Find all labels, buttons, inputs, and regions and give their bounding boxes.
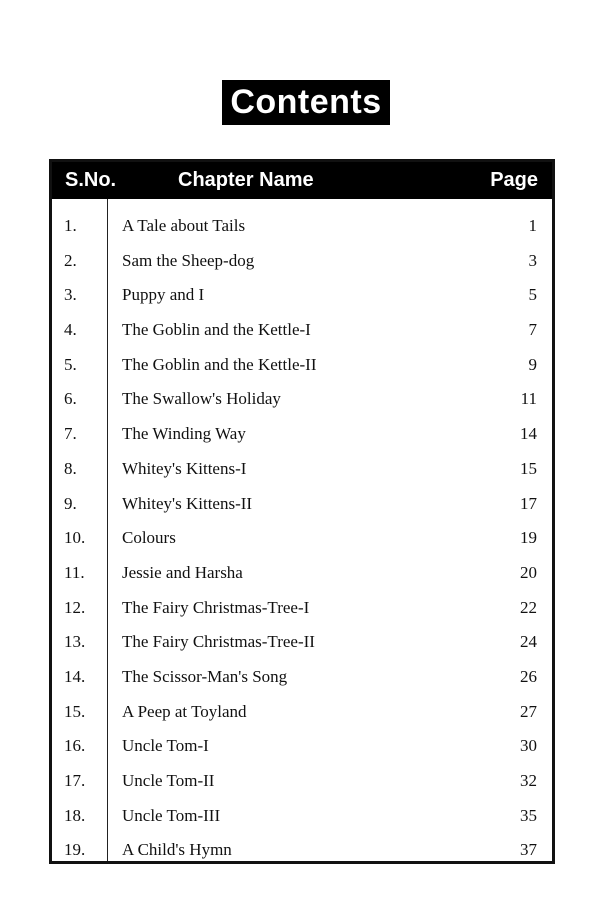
table-row	[52, 764, 552, 799]
chapter-page: 17	[520, 493, 537, 513]
chapter-page: 26	[520, 666, 537, 686]
chapter-page: 35	[520, 805, 537, 825]
chapter-page: 30	[520, 736, 537, 756]
table-row	[52, 591, 552, 626]
table-body	[52, 209, 552, 868]
table-row	[52, 729, 552, 764]
table-row	[52, 833, 552, 868]
table-row	[52, 452, 552, 487]
contents-table	[49, 159, 555, 864]
chapter-number: 8.	[64, 458, 77, 478]
chapter-page: 24	[520, 632, 537, 652]
table-row	[52, 799, 552, 834]
chapter-name: The Goblin and the Kettle-II	[122, 354, 317, 374]
table-row	[52, 521, 552, 556]
table-row	[52, 417, 552, 452]
chapter-page: 15	[520, 458, 537, 478]
chapter-number: 5.	[64, 354, 77, 374]
chapter-number: 7.	[64, 424, 77, 444]
table-row	[52, 556, 552, 591]
chapter-name: A Tale about Tails	[122, 216, 246, 235]
chapter-number: 3.	[64, 285, 77, 305]
table-row	[52, 244, 552, 279]
chapter-number: 13.	[64, 632, 86, 652]
chapter-page: 22	[520, 597, 537, 617]
chapter-name: Whitey's Kittens-I	[122, 458, 247, 478]
chapter-page: 5	[528, 285, 537, 305]
table-header	[52, 162, 552, 199]
table-row	[52, 382, 552, 417]
chapter-number: 4.	[64, 320, 77, 340]
chapter-number: 10.	[64, 528, 86, 548]
chapter-number: 12.	[64, 597, 86, 617]
table-row	[52, 348, 552, 383]
chapter-number: 11.	[64, 562, 85, 582]
chapter-number: 2.	[64, 250, 77, 270]
chapter-name: The Scissor-Man's Song	[122, 666, 288, 686]
page-title: Contents	[222, 80, 390, 125]
chapter-page: 19	[520, 528, 537, 548]
chapter-number: 16.	[64, 736, 86, 756]
header-sno: S.No.	[65, 169, 117, 191]
chapter-page: 9	[528, 354, 537, 374]
header-chapter-name: Chapter Name	[178, 169, 314, 191]
chapter-page: 27	[520, 701, 537, 721]
chapter-number: 6.	[64, 389, 77, 409]
table-row	[52, 625, 552, 660]
chapter-name: Uncle Tom-III	[122, 805, 221, 825]
chapter-number: 15.	[64, 701, 86, 721]
chapter-page: 14	[520, 424, 537, 444]
chapter-name: The Fairy Christmas-Tree-II	[122, 632, 315, 652]
chapter-page: 1	[528, 216, 537, 235]
chapter-name: Jessie and Harsha	[122, 562, 243, 582]
table-row	[52, 313, 552, 348]
chapter-page: 37	[520, 840, 537, 860]
chapter-name: The Swallow's Holiday	[122, 389, 281, 409]
chapter-number: 14.	[64, 666, 86, 686]
chapter-name: Whitey's Kittens-II	[122, 493, 253, 513]
chapter-name: Sam the Sheep-dog	[122, 250, 255, 270]
table-row	[52, 278, 552, 313]
chapter-number: 18.	[64, 805, 86, 825]
chapter-page: 11	[520, 389, 537, 409]
chapter-page: 20	[520, 562, 537, 582]
table-row	[52, 660, 552, 695]
chapter-page: 3	[528, 250, 537, 270]
chapter-number: 1.	[64, 216, 77, 235]
chapter-name: Puppy and I	[122, 285, 205, 305]
chapter-name: The Winding Way	[122, 424, 246, 444]
chapter-name: Uncle Tom-II	[122, 771, 215, 790]
table-row	[52, 209, 552, 244]
table-row	[52, 695, 552, 730]
chapter-name: A Peep at Toyland	[122, 701, 247, 721]
chapter-name: Uncle Tom-I	[122, 736, 209, 756]
chapter-number: 19.	[64, 840, 86, 860]
header-page: Page	[490, 169, 538, 191]
chapter-number: 9.	[64, 493, 77, 513]
chapter-number: 17.	[64, 771, 86, 790]
chapter-name: Colours	[122, 528, 176, 548]
chapter-name: A Child's Hymn	[122, 840, 232, 860]
chapter-page: 7	[528, 320, 537, 340]
chapter-name: The Goblin and the Kettle-I	[122, 320, 311, 340]
chapter-page: 32	[520, 771, 537, 790]
table-row	[52, 487, 552, 522]
chapter-name: The Fairy Christmas-Tree-I	[122, 597, 310, 617]
